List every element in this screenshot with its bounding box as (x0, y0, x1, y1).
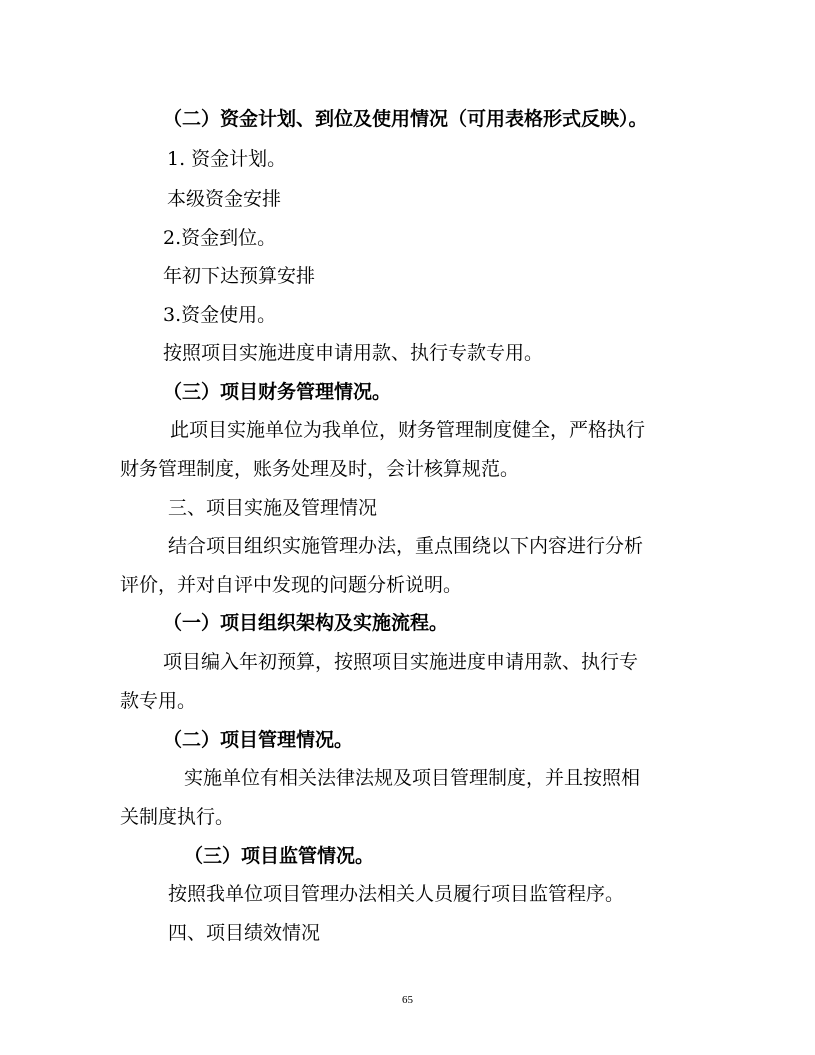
section-heading-organization: （一）项目组织架构及实施流程。 (163, 612, 449, 634)
paragraph-funding-plan: 本级资金安排 (167, 188, 282, 210)
paragraph-funding-arrival: 年初下达预算安排 (163, 265, 316, 287)
paragraph-finance-line-1: 此项目实施单位为我单位，财务管理制度健全，严格执行 (170, 419, 646, 441)
section-heading-finance-management: （三）项目财务管理情况。 (163, 381, 392, 403)
paragraph-finance-line-2: 财务管理制度，账务处理及时，会计核算规范。 (120, 458, 520, 480)
paragraph-organization-line-1: 项目编入年初预算，按照项目实施进度申请用款、执行专 (163, 651, 639, 673)
page-number: 65 (402, 994, 413, 1006)
subheading-funding-arrival: 2.资金到位。 (163, 227, 277, 249)
section-heading-project-management: （二）项目管理情况。 (163, 729, 354, 751)
paragraph-implementation-line-2: 评价，并对自评中发现的问题分析说明。 (120, 574, 463, 596)
paragraph-organization-line-2: 款专用。 (120, 690, 197, 712)
section-heading-supervision: （三）项目监管情况。 (184, 845, 375, 867)
paragraph-management-line-1: 实施单位有相关法律法规及项目管理制度，并且按照相 (184, 767, 641, 789)
paragraph-implementation-line-1: 结合项目组织实施管理办法，重点围绕以下内容进行分析 (168, 535, 644, 557)
subheading-funding-use: 3.资金使用。 (163, 304, 277, 326)
paragraph-funding-use: 按照项目实施进度申请用款、执行专款专用。 (163, 342, 544, 364)
subheading-funding-plan: 1. 资金计划。 (167, 148, 287, 170)
section-heading-funding: （二）资金计划、到位及使用情况（可用表格形式反映）。 (163, 108, 648, 130)
paragraph-supervision: 按照我单位项目管理办法相关人员履行项目监管程序。 (168, 883, 625, 905)
chapter-heading-performance: 四、项目绩效情况 (168, 922, 321, 944)
chapter-heading-implementation: 三、项目实施及管理情况 (168, 497, 378, 519)
paragraph-management-line-2: 关制度执行。 (120, 806, 235, 828)
